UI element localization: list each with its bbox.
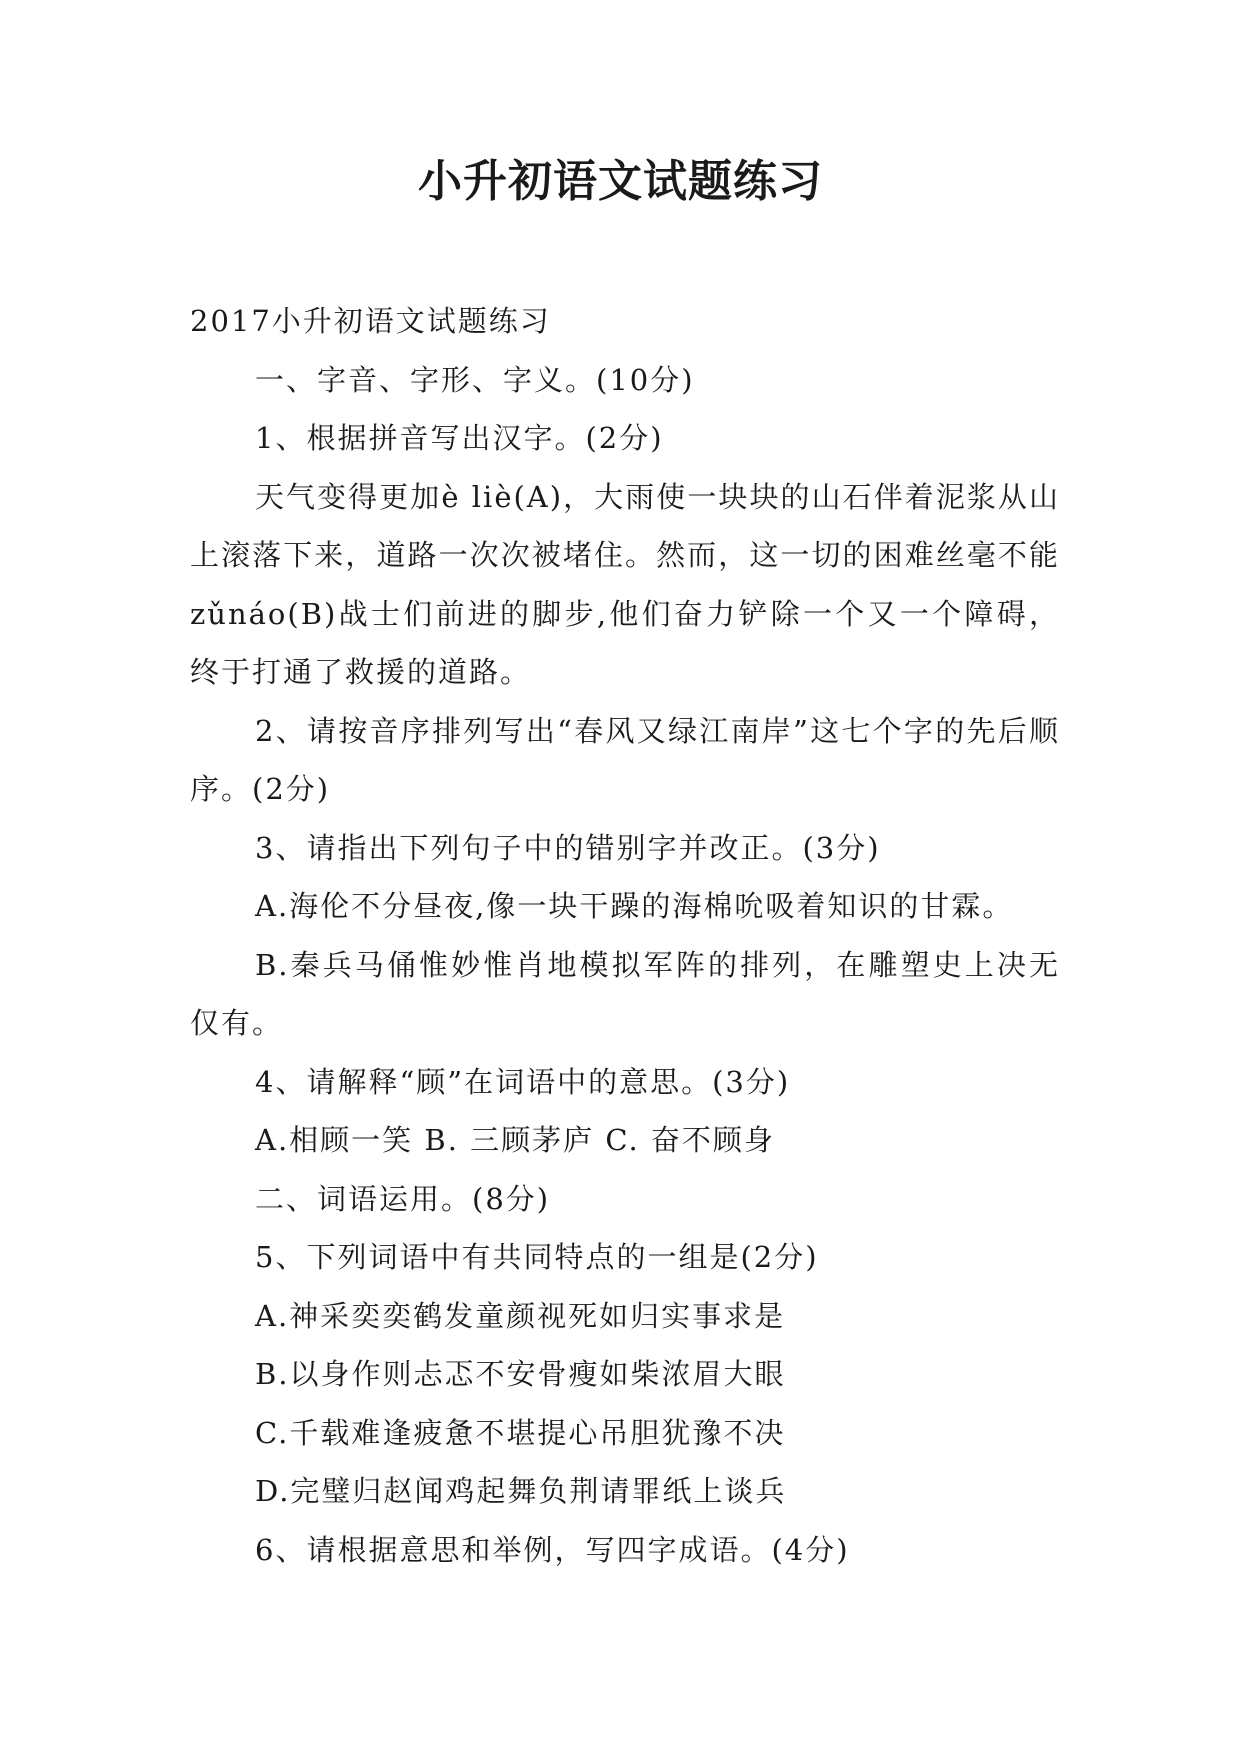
answer-option: A.海伦不分昼夜,像一块干躁的海棉吮吸着知识的甘霖。 (255, 889, 1014, 923)
question: 2、请按音序排列写出“春风又绿江南岸”这七个字的先后顺序。(2分) (190, 713, 1060, 806)
document-title: 小升初语文试题练习 (418, 156, 823, 207)
paragraph: 2017小升初语文试题练习 (190, 304, 551, 338)
question: 4、请解释“顾”在词语中的意思。(3分) (255, 1064, 791, 1099)
section-heading: 一、字音、字形、字义。(10分) (255, 362, 695, 397)
answer-option: C.千载难逢疲惫不堪提心吊胆犹豫不决 (255, 1415, 786, 1450)
question: 1、根据拼音写出汉字。(2分) (255, 421, 664, 455)
question: 3、请指出下列句子中的错别字并改正。(3分) (255, 830, 881, 865)
answer-option: D.完璧归赵闻鸡起舞负荆请罪纸上谈兵 (255, 1474, 787, 1508)
answer-option: B.秦兵马俑惟妙惟肖地模拟军阵的排列，在雕塑史上决无仅有。 (190, 947, 1060, 1040)
question: 6、请根据意思和举例，写四字成语。(4分) (255, 1532, 850, 1567)
answer-option: B.以身作则忐忑不安骨瘦如柴浓眉大眼 (255, 1357, 786, 1391)
section-heading: 二、词语运用。(8分) (255, 1181, 551, 1216)
paragraph: 天气变得更加è liè(A)，大雨使一块块的山石伴着泥浆从山上滚落下来，道路一次次被堵住。然而，这一切的困难丝毫不能zǔnáo(B)战士们前进的脚步,他们奋力铲除一个又一个障碍，终于打通了救援的道路。 (190, 479, 1060, 689)
question: 5、下列词语中有共同特点的一组是(2分) (255, 1240, 819, 1274)
document-body (190, 292, 1060, 1579)
answer-option: A.相顾一笑 B. 三顾茅庐 C. 奋不顾身 (255, 1123, 775, 1157)
answer-option: A.神采奕奕鹤发童颜视死如归实事求是 (255, 1298, 786, 1333)
